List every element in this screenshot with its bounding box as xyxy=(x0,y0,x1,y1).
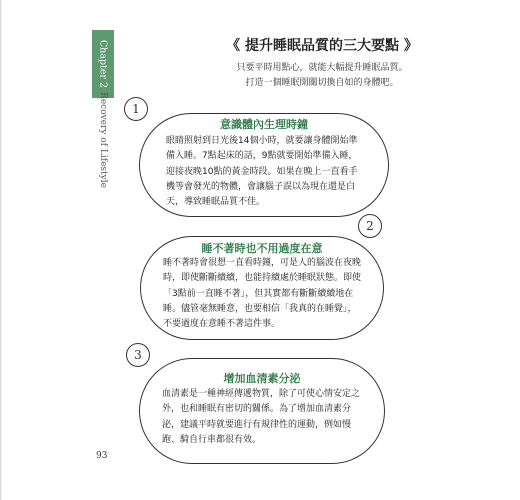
point-body-line: 跑、騎自行車都很有效。 xyxy=(162,434,262,445)
point-heading: 睡不著時也不用過度在意 xyxy=(201,242,323,255)
point-card-3 xyxy=(139,358,385,464)
point-body-line: 迎接夜晚10點的黃金時段。如果在晚上一直看手 xyxy=(166,166,358,177)
point-body-line: 時，即使斷斷續續，也能持續處於睡眠狀態。即使 xyxy=(163,273,362,284)
point-number-badge: 2 xyxy=(358,214,382,238)
page-gutter-shadow xyxy=(0,0,2,500)
point-number-badge: 3 xyxy=(126,343,150,367)
point-card-1 xyxy=(139,113,389,217)
point-body-line: 「3點前一直睡不著」，但其實都有斷斷續續地在 xyxy=(163,288,354,299)
point-body xyxy=(162,387,374,448)
point-heading: 意識體內生理時鐘 xyxy=(220,118,308,131)
point-body xyxy=(163,256,371,332)
intro-line-1: 只要平時用點心，就能大幅提升睡眠品質。 xyxy=(236,63,408,73)
point-body-line: 天，導致睡眠品質不佳。 xyxy=(166,197,266,208)
point-body-line: 眼睛照射到日光後14個小時，就要讓身體開始準 xyxy=(166,136,358,146)
point-body-line: 備入睡。7點起床的話，9點就要開始準備入睡， xyxy=(166,151,358,162)
point-body-line: 睡不著時會很想一直看時鐘，可是人的腦波在夜晚 xyxy=(163,258,362,268)
point-body-line: 泌，建議平時就要進行有規律性的運動，例如慢 xyxy=(162,419,352,430)
point-number-badge: 1 xyxy=(124,97,148,121)
point-body-line: 血清素是一種神經傳遞物質，除了可使心情安定之 xyxy=(162,389,361,399)
chapter-subtitle: Recovery of Lifestyle xyxy=(98,92,108,188)
point-body-line: 不要過度在意睡不著這件事。 xyxy=(163,319,281,330)
point-heading: 增加血清素分泌 xyxy=(223,372,301,385)
point-body-line: 外，也和睡眠有密切的關係。為了增加血清素分 xyxy=(162,404,352,415)
point-card-2 xyxy=(140,236,384,340)
page-title: 《 提升睡眠品質的三大要點 》 xyxy=(226,38,418,54)
point-body-line: 睡。儘管毫無睡意，也要相信「我真的在睡覺」， xyxy=(163,303,357,314)
point-body-line: 機等會發光的物體，會讓腦子誤以為現在還是白 xyxy=(166,181,356,192)
page-number: 93 xyxy=(96,451,108,461)
point-body xyxy=(166,134,376,210)
intro-line-2: 打造一個睡眠開關切換自如的身體吧。 xyxy=(245,78,399,88)
chapter-label: Chapter 2 xyxy=(97,39,109,89)
